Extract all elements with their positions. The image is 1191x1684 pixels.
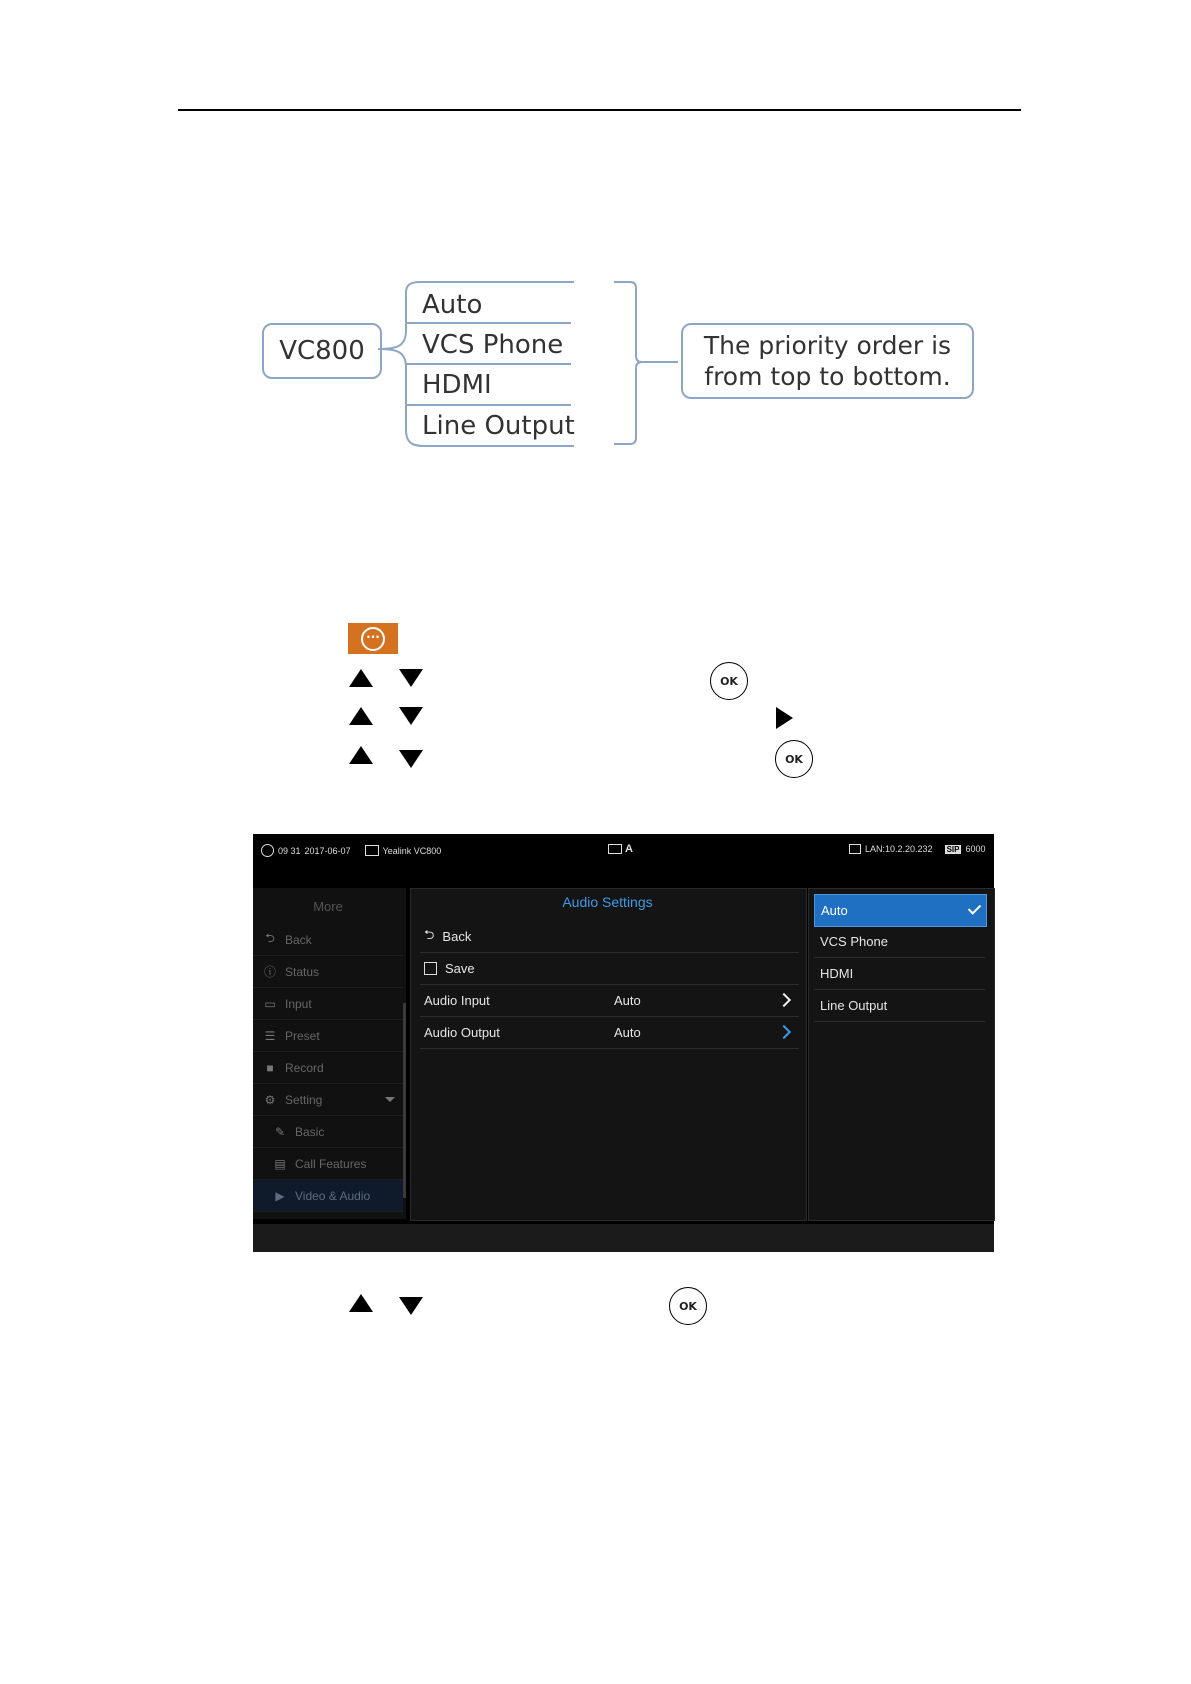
note-line-2: from top to bottom. bbox=[704, 362, 951, 391]
status-time: 09 31 bbox=[278, 845, 301, 856]
gear-icon: ⚙ bbox=[264, 1092, 276, 1107]
list-divider bbox=[406, 322, 571, 324]
audio-output-label: Audio Output bbox=[424, 1025, 500, 1040]
softkey-bar bbox=[253, 1224, 994, 1252]
menu-item-record[interactable]: ■ Record bbox=[253, 1052, 403, 1084]
note-line-1: The priority order is bbox=[703, 331, 952, 360]
list-divider bbox=[406, 404, 571, 406]
keyboard-icon bbox=[608, 844, 622, 854]
down-arrow-icon bbox=[399, 750, 423, 768]
menu-item-preset[interactable]: ☰ Preset bbox=[253, 1020, 403, 1052]
option-vcs-phone[interactable]: VCS Phone bbox=[814, 926, 985, 958]
menu-item-setting[interactable]: ⚙ Setting bbox=[253, 1084, 403, 1116]
ok-key-icon: OK bbox=[669, 1287, 707, 1325]
audio-output-value: Auto bbox=[614, 1025, 641, 1040]
up-arrow-icon bbox=[349, 1294, 373, 1312]
clock-icon bbox=[261, 844, 274, 857]
preset-icon: ☰ bbox=[264, 1028, 276, 1043]
device-box bbox=[262, 323, 382, 379]
menu-scrollbar[interactable] bbox=[403, 1003, 406, 1198]
sip-account: 6000 bbox=[965, 844, 986, 854]
info-icon: ⓘ bbox=[263, 965, 276, 979]
back-icon: ⮌ bbox=[424, 926, 435, 942]
menu-item-call-features[interactable]: ▤ Call Features bbox=[253, 1148, 403, 1180]
menu-item-back[interactable]: ⮌ Back bbox=[253, 924, 403, 956]
sip-badge: SIP bbox=[946, 844, 960, 854]
more-key-icon: ··· bbox=[348, 623, 398, 654]
lan-address: LAN:10.2.20.232 bbox=[865, 844, 933, 854]
priority-item-vcs-phone: VCS Phone bbox=[422, 330, 564, 360]
status-device-name: Yealink VC800 bbox=[382, 845, 442, 856]
ok-key-icon: OK bbox=[775, 740, 813, 778]
back-icon: ⮌ bbox=[265, 931, 275, 945]
priority-note-box bbox=[681, 323, 974, 399]
option-auto[interactable]: Auto bbox=[814, 894, 987, 927]
up-arrow-icon bbox=[349, 669, 373, 687]
video-audio-icon: ▶ bbox=[275, 1188, 285, 1203]
audio-input-label: Audio Input bbox=[424, 993, 490, 1008]
device-label: VC800 bbox=[279, 336, 365, 366]
right-arrow-icon bbox=[776, 707, 793, 729]
font-icon: A bbox=[625, 843, 633, 855]
checkmark-icon bbox=[968, 901, 981, 914]
record-icon: ■ bbox=[266, 1060, 274, 1075]
chevron-down-icon bbox=[385, 1097, 395, 1102]
save-icon bbox=[424, 962, 437, 975]
input-icon: ▭ bbox=[264, 996, 276, 1011]
audio-input-row[interactable] bbox=[420, 985, 799, 1017]
device-screen bbox=[253, 834, 994, 1252]
priority-item-hdmi: HDMI bbox=[422, 370, 492, 400]
header-rule bbox=[178, 109, 1021, 111]
menu-item-input[interactable]: ▭ Input bbox=[253, 988, 403, 1020]
wrench-icon: ✎ bbox=[274, 1124, 286, 1139]
audio-output-row[interactable] bbox=[420, 1017, 799, 1049]
save-row[interactable]: Save bbox=[420, 953, 799, 985]
option-line-output[interactable]: Line Output bbox=[814, 990, 985, 1022]
menu-item-basic[interactable]: ✎ Basic bbox=[253, 1116, 403, 1148]
back-row[interactable]: ⮌ Back bbox=[420, 921, 799, 953]
option-hdmi[interactable]: HDMI bbox=[814, 958, 985, 990]
down-arrow-icon bbox=[399, 707, 423, 725]
chevron-right-icon bbox=[777, 1025, 791, 1039]
menu-item-status[interactable]: ⓘ Status bbox=[253, 956, 403, 988]
audio-settings-title: Audio Settings bbox=[562, 894, 653, 910]
up-arrow-icon bbox=[349, 707, 373, 725]
status-date: 2017-06-07 bbox=[304, 845, 351, 856]
audio-input-value: Auto bbox=[614, 993, 641, 1008]
device-icon bbox=[365, 845, 379, 856]
down-arrow-icon bbox=[399, 669, 423, 687]
chevron-right-icon bbox=[777, 993, 791, 1007]
list-divider bbox=[406, 363, 571, 365]
down-arrow-icon bbox=[399, 1297, 423, 1315]
more-menu-title: More bbox=[313, 898, 343, 914]
priority-item-line-output: Line Output bbox=[422, 411, 575, 441]
priority-item-auto: Auto bbox=[422, 290, 483, 320]
ok-key-icon: OK bbox=[710, 662, 748, 700]
menu-item-video-audio[interactable]: ▶ Video & Audio bbox=[253, 1180, 403, 1212]
up-arrow-icon bbox=[349, 746, 373, 764]
status-bar bbox=[253, 834, 994, 888]
call-features-icon: ▤ bbox=[274, 1156, 286, 1171]
network-icon bbox=[849, 844, 861, 854]
